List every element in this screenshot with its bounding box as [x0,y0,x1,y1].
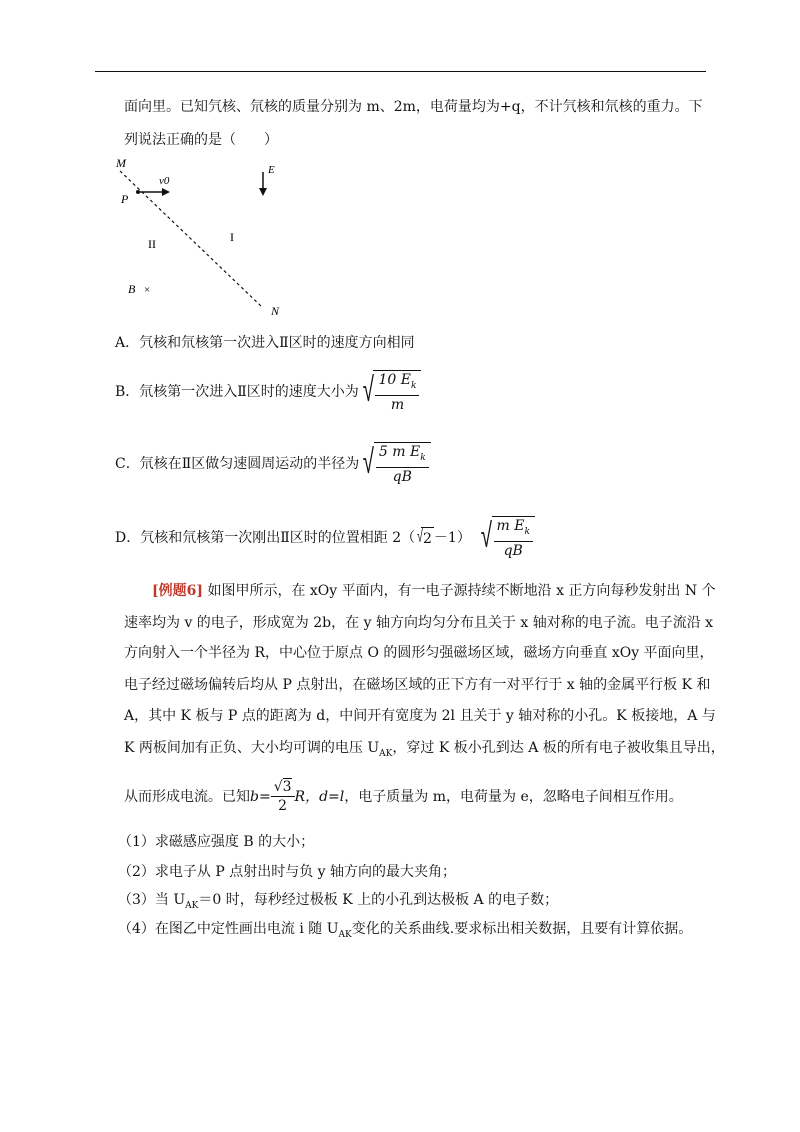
option-B-sqrt: √ $\frac{10 E_k}{m}$ [359,370,422,415]
label-E: E [268,164,275,176]
example-line-7: 从而形成电流。已知 b = √ 3 2 R ，d=l ，电子质量为 m，电荷量为 e，忽略电子间相互作用。 [124,778,683,814]
example-line-3: 方向射入一个半径为 R，中心位于原点 O 的圆形匀强磁场区域，磁场方向垂直 xOy 平面向里， [124,645,714,661]
option-D [115,516,535,561]
option-D-minus: －1） [433,530,471,547]
label-I: I [230,230,234,244]
E-arrowhead [259,188,267,196]
option-B-text: B．氘核第一次进入Ⅱ区时的速度大小为 [115,384,359,401]
sqrt3-over-2: √ 3 2 [271,778,295,816]
question-1: （1）求磁感应强度 B 的大小； [118,834,315,850]
label-N: N [271,304,280,318]
label-M: M [116,156,126,170]
option-C-text: C．氘核在Ⅱ区做匀速圆周运动的半径为 [115,456,360,473]
option-B [115,370,421,415]
example-line-4: 电子经过磁场偏转后均从 P 点射出，在磁场区域的正下方有一对平行于 x 轴的金属平行板 K 和 [124,677,711,693]
question-4: （4）在图乙中定性画出电流 i 随 $U_{AK}$变化的关系曲线.要求标出相关数据，且要有计算依据。 [118,921,693,940]
label-v0: v0 [159,175,170,187]
question-2: （2）求电子从 P 点射出时与负 y 轴方向的最大夹角； [118,864,457,880]
option-C [115,442,431,487]
label-P: P [121,192,129,206]
header-rule [95,71,706,72]
option-D-root2: √ 2 [417,526,432,548]
option-D-text: D．氕核和氘核第一次刚出Ⅱ区时的位置相距 2（ [115,530,416,547]
question-3: （3）当 $U_{AK}=0$ 时，每秒经过极板 K 上的小孔到达极板 A 的电子数； [118,892,559,911]
example-line-6: K 两板间加有正负、大小均可调的电压 $U_{AK}$，穿过 K 板小孔到达 A 板的所有电子被收集且导出， [124,740,725,759]
label-B: B [128,282,136,296]
example-line-1: [例题6] 如图甲所示，在 xOy 平面内，有一电子源持续不断地沿 x 正方向每秒发射出 N 个 [152,583,716,599]
intro-line-2: 列说法正确的是（ ） [124,132,278,148]
example-line-2: 速率均为 v 的电子，形成宽为 2b，在 y 轴方向均匀分布且关于 x 轴对称的电子流。电子流沿 x [124,615,714,631]
example-line-5: A，其中 K 板与 P 点的距离为 d，中间开有宽度为 2l 且关于 y 轴对称的小孔。K 板接地，A 与 [124,708,716,724]
option-C-sqrt: √ $\frac{5 m E_k}{qB}$ [359,442,430,487]
label-field-cross: × [144,284,151,296]
v0-arrowhead [162,188,170,196]
option-D-sqrt: √ $\frac{m E_k}{qB}$ [477,516,535,561]
field-diagram [110,155,300,325]
option-A: A．氕核和氘核第一次进入Ⅱ区时的速度方向相同 [115,335,415,351]
label-II: II [148,237,156,251]
example-label: [例题6] [152,583,203,599]
intro-line-1: 面向里。已知氕核、氘核的质量分别为 m、2m，电荷量均为+q，不计氕核和氘核的重力。下 [124,99,703,115]
